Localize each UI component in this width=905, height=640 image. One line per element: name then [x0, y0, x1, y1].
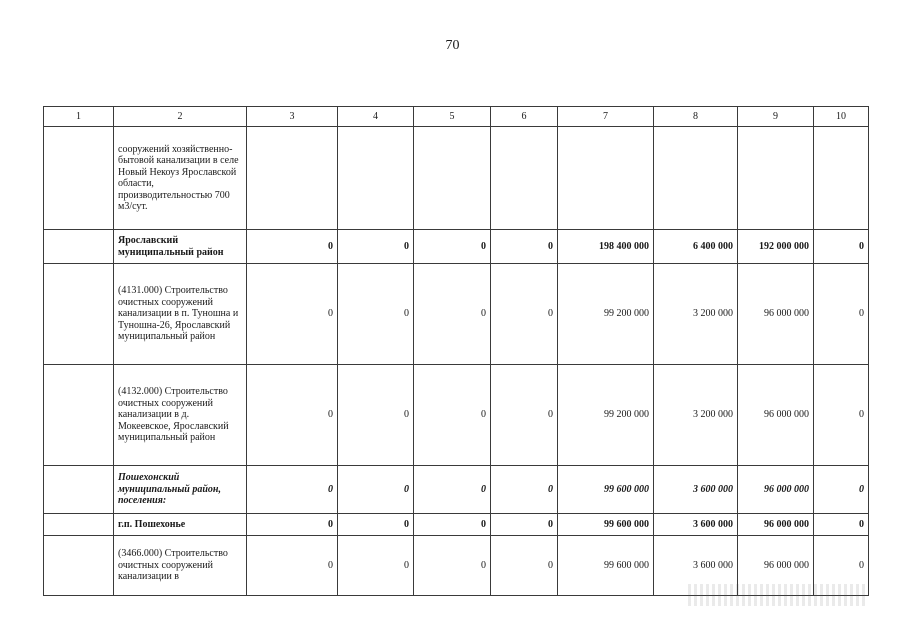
value-cell: 0 [814, 264, 869, 365]
row-name-cell: (3466.000) Строительство очистных сооружений канализации в [114, 536, 247, 596]
value-cell: 0 [414, 466, 491, 514]
value-cell: 0 [338, 264, 414, 365]
row-name-cell: г.п. Пошехонье [114, 514, 247, 536]
budget-table [43, 106, 869, 596]
value-cell: 6 400 000 [654, 230, 738, 264]
value-cell: 3 600 000 [654, 536, 738, 596]
row-name-cell: (4132.000) Строительство очистных сооружений канализации в д. Мокеевское, Ярославский муниципальный район [114, 365, 247, 466]
value-cell: 99 600 000 [558, 536, 654, 596]
value-cell: 0 [491, 365, 558, 466]
row-name-cell: Пошехонский муниципальный район, поселения: [114, 466, 247, 514]
row-name-cell: (4131.000) Строительство очистных сооружений канализации в п. Туношна и Туношна-26, Ярославский муниципальный район [114, 264, 247, 365]
value-cell [338, 127, 414, 230]
value-cell [558, 127, 654, 230]
value-cell: 0 [814, 514, 869, 536]
value-cell: 0 [338, 230, 414, 264]
value-cell: 198 400 000 [558, 230, 654, 264]
header-cell: 2 [114, 107, 247, 127]
value-cell: 0 [491, 536, 558, 596]
row-index-cell [44, 466, 114, 514]
value-cell: 0 [814, 536, 869, 596]
value-cell [738, 127, 814, 230]
value-cell: 0 [338, 514, 414, 536]
value-cell: 0 [247, 536, 338, 596]
value-cell: 96 000 000 [738, 264, 814, 365]
value-cell: 192 000 000 [738, 230, 814, 264]
value-cell [491, 127, 558, 230]
value-cell: 0 [247, 514, 338, 536]
value-cell: 0 [247, 230, 338, 264]
value-cell: 99 600 000 [558, 514, 654, 536]
header-cell: 10 [814, 107, 869, 127]
value-cell: 0 [414, 536, 491, 596]
value-cell: 0 [414, 365, 491, 466]
row-index-cell [44, 365, 114, 466]
value-cell: 99 600 000 [558, 466, 654, 514]
header-cell: 4 [338, 107, 414, 127]
header-cell: 6 [491, 107, 558, 127]
value-cell: 0 [247, 264, 338, 365]
table-row [44, 264, 869, 365]
header-cell: 3 [247, 107, 338, 127]
value-cell [814, 127, 869, 230]
table-row [44, 230, 869, 264]
row-index-cell [44, 514, 114, 536]
row-index-cell [44, 536, 114, 596]
value-cell [247, 127, 338, 230]
header-cell: 9 [738, 107, 814, 127]
row-index-cell [44, 230, 114, 264]
row-index-cell [44, 264, 114, 365]
value-cell: 0 [247, 466, 338, 514]
value-cell [654, 127, 738, 230]
table-row [44, 514, 869, 536]
value-cell: 0 [814, 466, 869, 514]
value-cell: 0 [491, 466, 558, 514]
value-cell: 0 [814, 365, 869, 466]
row-name-cell: Ярославский муниципальный район [114, 230, 247, 264]
value-cell: 0 [491, 230, 558, 264]
value-cell: 0 [414, 514, 491, 536]
header-cell: 7 [558, 107, 654, 127]
value-cell: 0 [491, 264, 558, 365]
header-cell: 8 [654, 107, 738, 127]
table-row [44, 365, 869, 466]
value-cell: 0 [814, 230, 869, 264]
value-cell: 96 000 000 [738, 466, 814, 514]
value-cell [414, 127, 491, 230]
value-cell: 99 200 000 [558, 365, 654, 466]
value-cell: 0 [247, 365, 338, 466]
page-number: 70 [445, 38, 460, 53]
value-cell: 0 [491, 514, 558, 536]
value-cell: 99 200 000 [558, 264, 654, 365]
value-cell: 3 200 000 [654, 365, 738, 466]
value-cell: 0 [414, 230, 491, 264]
table-row [44, 127, 869, 230]
row-name-cell: сооружений хозяйственно-бытовой канализации в селе Новый Некоуз Ярославской области, производительностью 700 м3/сут. [114, 127, 247, 230]
row-index-cell [44, 127, 114, 230]
value-cell: 0 [338, 536, 414, 596]
table-row [44, 466, 869, 514]
value-cell: 0 [414, 264, 491, 365]
scan-stamp-mark [688, 584, 868, 606]
value-cell: 0 [338, 365, 414, 466]
value-cell: 96 000 000 [738, 365, 814, 466]
value-cell: 96 000 000 [738, 514, 814, 536]
value-cell: 3 600 000 [654, 466, 738, 514]
value-cell: 0 [338, 466, 414, 514]
value-cell: 96 000 000 [738, 536, 814, 596]
value-cell: 3 600 000 [654, 514, 738, 536]
header-cell: 5 [414, 107, 491, 127]
table-header-row [44, 107, 869, 127]
header-cell: 1 [44, 107, 114, 127]
value-cell: 3 200 000 [654, 264, 738, 365]
